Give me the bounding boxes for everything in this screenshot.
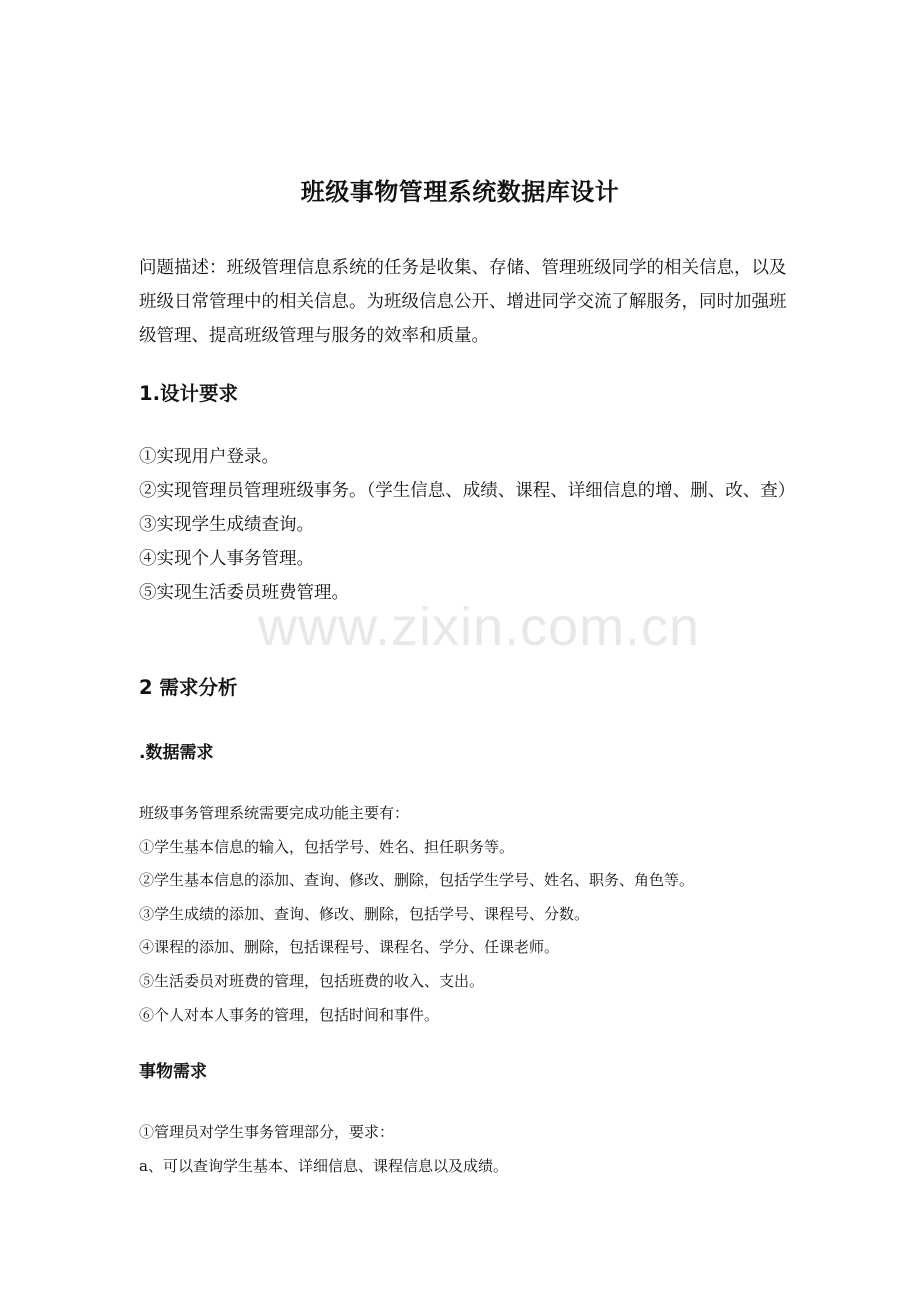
list-item: a、可以查询学生基本、详细信息、课程信息以及成绩。 [139, 1157, 508, 1175]
affairs-requirements-list [139, 1115, 791, 1183]
data-requirements-list [139, 797, 791, 1032]
list-item: ①实现用户登录。 [139, 447, 279, 467]
subheading-affairs-requirements: 事物需求 [139, 1062, 207, 1082]
list-item: ⑤实现生活委员班费管理。 [139, 583, 349, 603]
list-item: ⑤生活委员对班费的管理，包括班费的收入、支出。 [139, 971, 485, 990]
section-heading-requirements-analysis: 2 需求分析 [139, 676, 238, 699]
list-item: 班级事务管理系统需要完成功能主要有： [139, 804, 410, 822]
list-item: ①学生基本信息的输入，包括学号、姓名、担任职务等。 [139, 837, 515, 856]
list-item: ②实现管理员管理班级事务。（学生信息、成绩、课程、详细信息的增、删、改、查） [139, 481, 796, 501]
list-item: ③学生成绩的添加、查询、修改、删除，包括学号、课程号、分数。 [139, 904, 590, 923]
section-heading-design-requirements: 1.设计要求 [139, 382, 238, 405]
list-item: ①管理员对学生事务管理部分，要求： [139, 1123, 395, 1141]
subheading-data-requirements: .数据需求 [139, 743, 214, 763]
list-item: ⑥个人对本人事务的管理，包括时间和事件。 [139, 1005, 440, 1024]
document-title: 班级事物管理系统数据库设计 [300, 178, 620, 206]
design-requirements-list [139, 440, 796, 610]
list-item: ②学生基本信息的添加、查询、修改、删除，包括学生学号、姓名、职务、角色等。 [139, 871, 695, 890]
problem-description: 问题描述：班级管理信息系统的任务是收集、存储、管理班级同学的相关信息，以及班级日常管理中的相关信息。为班级信息公开、增进同学交流了解服务，同时加强班级管理、提高班级管理与服务的效率和质量。 [139, 258, 787, 346]
list-item: ③实现学生成绩查询。 [139, 515, 314, 535]
watermark: www.zixin.com.cn [258, 597, 701, 657]
list-item: ④课程的添加、删除，包括课程号、课程名、学分、任课老师。 [139, 938, 560, 957]
list-item: ④实现个人事务管理。 [139, 549, 314, 569]
